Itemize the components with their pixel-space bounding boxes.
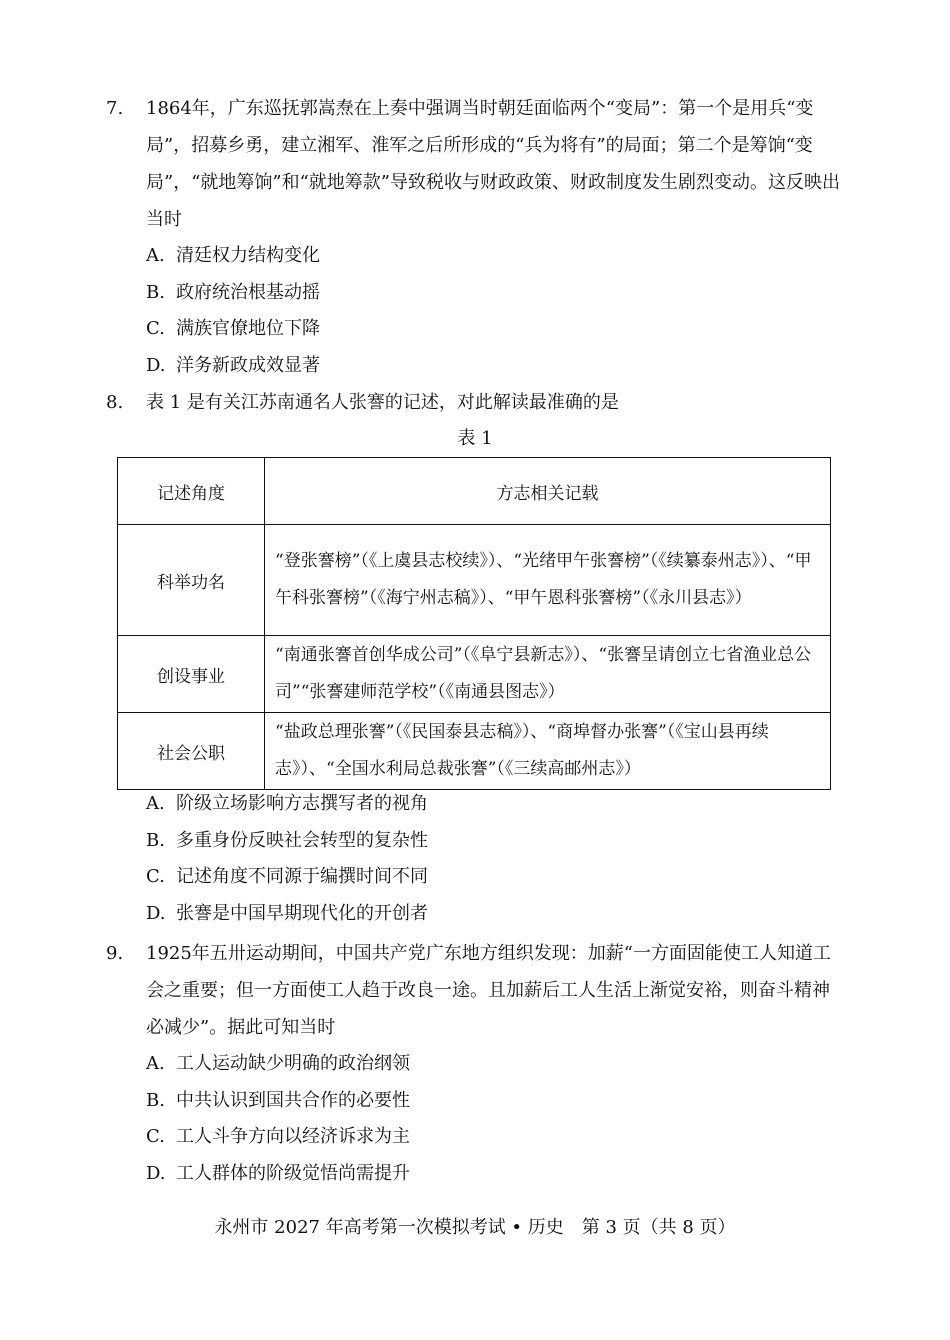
table-row	[118, 713, 831, 790]
question-7-stem-block	[106, 90, 846, 238]
question-7-options	[106, 238, 846, 384]
page-footer: 永州市 2027 年高考第一次模拟考试 • 历史 第 3 页（共 8 页）	[214, 1217, 736, 1238]
table-cell-angle: 科举功名	[118, 525, 265, 636]
option-d: D. 工人群体的阶级觉悟尚需提升	[146, 1162, 410, 1184]
question-stem: 表 1 是有关江苏南通名人张謇的记述，对此解读最准确的是	[146, 392, 619, 413]
question-8-stem-block	[106, 384, 846, 421]
table-header-records: 方志相关记载	[265, 458, 831, 525]
table-cell-angle: 创设事业	[118, 636, 265, 713]
table-header-row	[118, 458, 831, 525]
question-number: 8.	[106, 392, 124, 413]
table-row	[118, 636, 831, 713]
question-9-options	[106, 1046, 846, 1192]
option-a: A. 阶级立场影响方志撰写者的视角	[146, 793, 428, 814]
question-stem: 1864年，广东巡抚郭嵩焘在上奏中强调当时朝廷面临两个“变局”：第一个是用兵“变局”，招募乡勇，建立湘军、淮军之后所形成的“兵为将有”的局面；第二个是筹饷“变局”，“就地筹饷”和“就地筹款”导致税收与财政政策、财政制度发生剧烈变动。这反映出当时	[146, 98, 841, 230]
table-caption: 表 1	[457, 428, 493, 449]
option-a: A. 清廷权力结构变化	[146, 245, 320, 266]
question-stem: 1925年五卅运动期间，中国共产党广东地方组织发现：加薪“一方面固能使工人知道工会之重要；但一方面使工人趋于改良一途。且加薪后工人生活上渐觉安裕，则奋斗精神必减少”。据此可知当时	[146, 943, 832, 1038]
option-a: A. 工人运动缺少明确的政治纲领	[146, 1053, 410, 1074]
question-9-stem-block	[106, 935, 846, 1046]
option-c: C. 满族官僚地位下降	[146, 318, 320, 339]
option-b: B. 中共认识到国共合作的必要性	[146, 1089, 410, 1111]
table-row	[118, 525, 831, 636]
record-table	[117, 457, 831, 790]
question-8-options	[106, 786, 846, 932]
table-cell-records: “南通张謇首创华成公司”（《阜宁县新志》）、“张謇呈请创立七省渔业总公司”“张謇建师范学校”（《南通县图志》）	[265, 636, 831, 713]
option-d: D. 张謇是中国早期现代化的开创者	[146, 902, 428, 924]
table-cell-records: “登张謇榜”（《上虞县志校续》）、“光绪甲午张謇榜”（《续纂泰州志》）、“甲午科张謇榜”（《海宁州志稿》）、“甲午恩科张謇榜”（《永川县志》）	[265, 525, 831, 636]
question-number: 9.	[106, 943, 124, 964]
option-c: C. 工人斗争方向以经济诉求为主	[146, 1126, 410, 1147]
option-c: C. 记述角度不同源于编撰时间不同	[146, 866, 428, 887]
question-7	[106, 90, 846, 384]
question-number: 7.	[106, 98, 124, 119]
option-b: B. 多重身份反映社会转型的复杂性	[146, 829, 428, 851]
question-8	[106, 384, 846, 421]
table-cell-records: “盐政总理张謇”（《民国泰县志稿》）、“商埠督办张謇”（《宝山县再续志》）、“全国水利局总裁张謇”（《三续高邮州志》）	[265, 713, 831, 790]
table-cell-angle: 社会公职	[118, 713, 265, 790]
table-header-angle: 记述角度	[118, 458, 265, 525]
question-9	[106, 935, 846, 1192]
option-d: D. 洋务新政成效显著	[146, 354, 320, 376]
option-b: B. 政府统治根基动摇	[146, 281, 320, 303]
